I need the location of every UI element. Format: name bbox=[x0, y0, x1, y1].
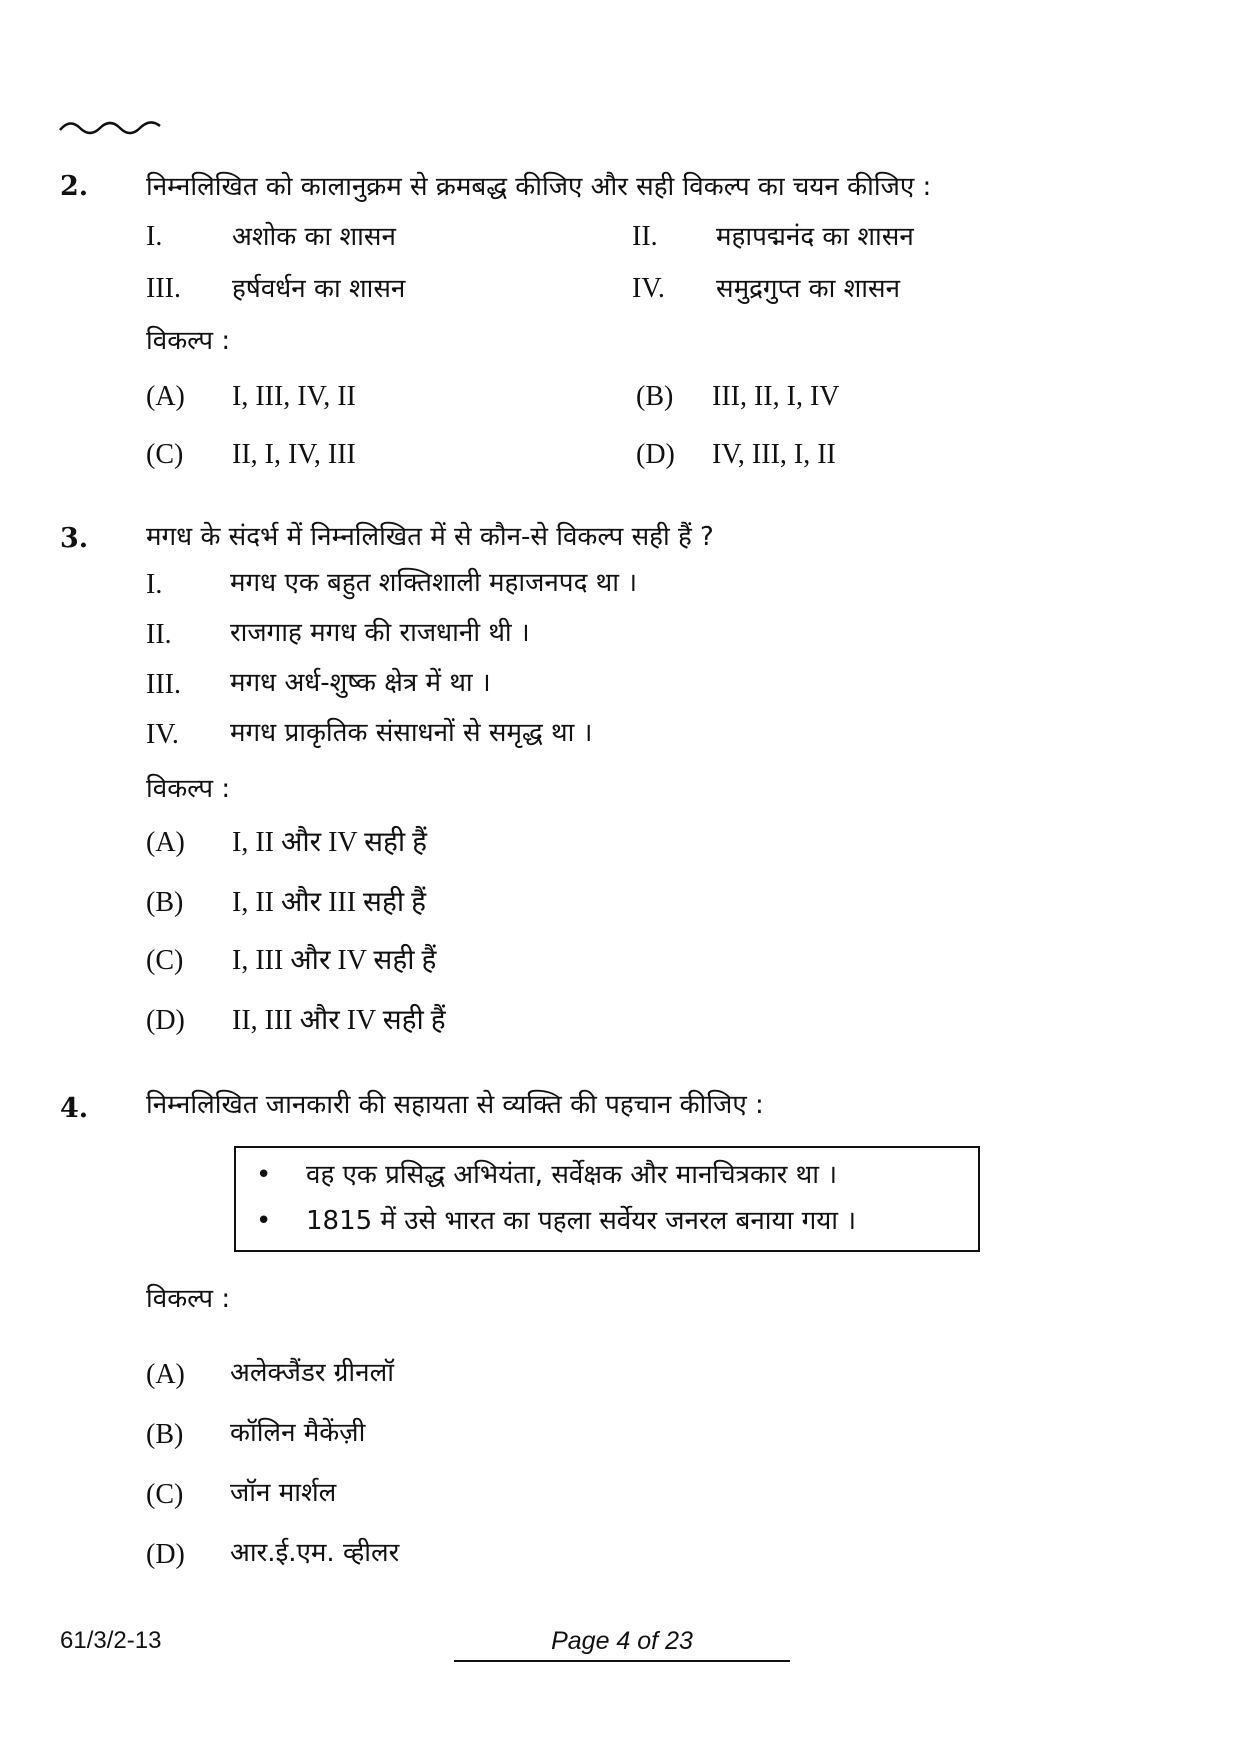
item-label: III. bbox=[146, 273, 181, 304]
item-text: हर्षवर्धन का शासन bbox=[232, 274, 406, 304]
item-text: मगध प्राकृतिक संसाधनों से समृद्ध था । bbox=[230, 718, 593, 748]
option-text: I, II और IV सही हैं bbox=[232, 827, 428, 858]
question-text: निम्नलिखित जानकारी की सहायता से व्यक्ति की पहचान कीजिए : bbox=[146, 1090, 764, 1120]
option-label: (B) bbox=[146, 1419, 184, 1450]
wave-mark-icon bbox=[58, 116, 162, 140]
item-label: I. bbox=[146, 221, 163, 252]
option-label: (D) bbox=[636, 439, 675, 470]
option-label: (C) bbox=[146, 439, 184, 470]
item-text: अशोक का शासन bbox=[232, 222, 396, 252]
item-text: महापद्मनंद का शासन bbox=[716, 222, 914, 252]
footer-divider bbox=[454, 1660, 790, 1662]
info-line: 1815 में उसे भारत का पहला सर्वेयर जनरल बनाया गया । bbox=[306, 1206, 857, 1236]
item-label: II. bbox=[146, 619, 172, 650]
option-text: IV, III, I, II bbox=[712, 439, 836, 470]
item-label: IV. bbox=[632, 273, 665, 304]
bullet-icon: • bbox=[256, 1160, 272, 1190]
options-heading: विकल्प : bbox=[146, 1284, 231, 1314]
question-text: निम्नलिखित को कालानुक्रम से क्रमबद्ध कीजिए और सही विकल्प का चयन कीजिए : bbox=[146, 172, 932, 202]
option-label: (B) bbox=[146, 887, 184, 918]
option-text: I, II और III सही हैं bbox=[232, 887, 426, 918]
question-text: मगध के संदर्भ में निम्नलिखित में से कौन-से विकल्प सही हैं ? bbox=[146, 522, 714, 552]
info-box bbox=[234, 1146, 980, 1252]
option-text: I, III और IV सही हैं bbox=[232, 945, 437, 976]
question-number: 2. bbox=[60, 171, 89, 202]
item-label: II. bbox=[632, 221, 658, 252]
option-text: I, III, IV, II bbox=[232, 381, 356, 412]
option-label: (A) bbox=[146, 827, 185, 858]
option-text: आर.ई.एम. व्हीलर bbox=[230, 1538, 400, 1568]
item-text: समुद्रगुप्त का शासन bbox=[716, 274, 901, 304]
item-label: IV. bbox=[146, 719, 179, 750]
option-text: III, II, I, IV bbox=[712, 381, 840, 412]
option-label: (D) bbox=[146, 1539, 185, 1570]
option-text: II, I, IV, III bbox=[232, 439, 356, 470]
question-number: 3. bbox=[60, 523, 89, 554]
option-label: (A) bbox=[146, 381, 185, 412]
options-heading: विकल्प : bbox=[146, 774, 231, 804]
option-label: (C) bbox=[146, 1479, 184, 1510]
option-text: II, III और IV सही हैं bbox=[232, 1005, 446, 1036]
question-number: 4. bbox=[60, 1093, 89, 1124]
item-text: मगध एक बहुत शक्तिशाली महाजनपद था । bbox=[230, 568, 638, 598]
options-heading: विकल्प : bbox=[146, 326, 231, 356]
option-text: कॉलिन मैकेंज़ी bbox=[230, 1418, 366, 1448]
option-label: (D) bbox=[146, 1005, 185, 1036]
info-line: वह एक प्रसिद्ध अभियंता, सर्वेक्षक और मानचित्रकार था । bbox=[306, 1160, 838, 1190]
option-label: (C) bbox=[146, 945, 184, 976]
item-label: I. bbox=[146, 569, 163, 600]
option-text: अलेक्जैंडर ग्रीनलॉ bbox=[230, 1358, 394, 1388]
option-text: जॉन मार्शल bbox=[230, 1478, 337, 1508]
option-label: (B) bbox=[636, 381, 674, 412]
item-text: मगध अर्ध-शुष्क क्षेत्र में था । bbox=[230, 668, 491, 698]
page-number: Page 4 of 23 bbox=[551, 1627, 693, 1655]
item-label: III. bbox=[146, 669, 181, 700]
bullet-icon: • bbox=[256, 1206, 272, 1236]
item-text: राजगाह मगध की राजधानी थी । bbox=[230, 618, 530, 648]
paper-code: 61/3/2-13 bbox=[60, 1627, 162, 1654]
option-label: (A) bbox=[146, 1359, 185, 1390]
